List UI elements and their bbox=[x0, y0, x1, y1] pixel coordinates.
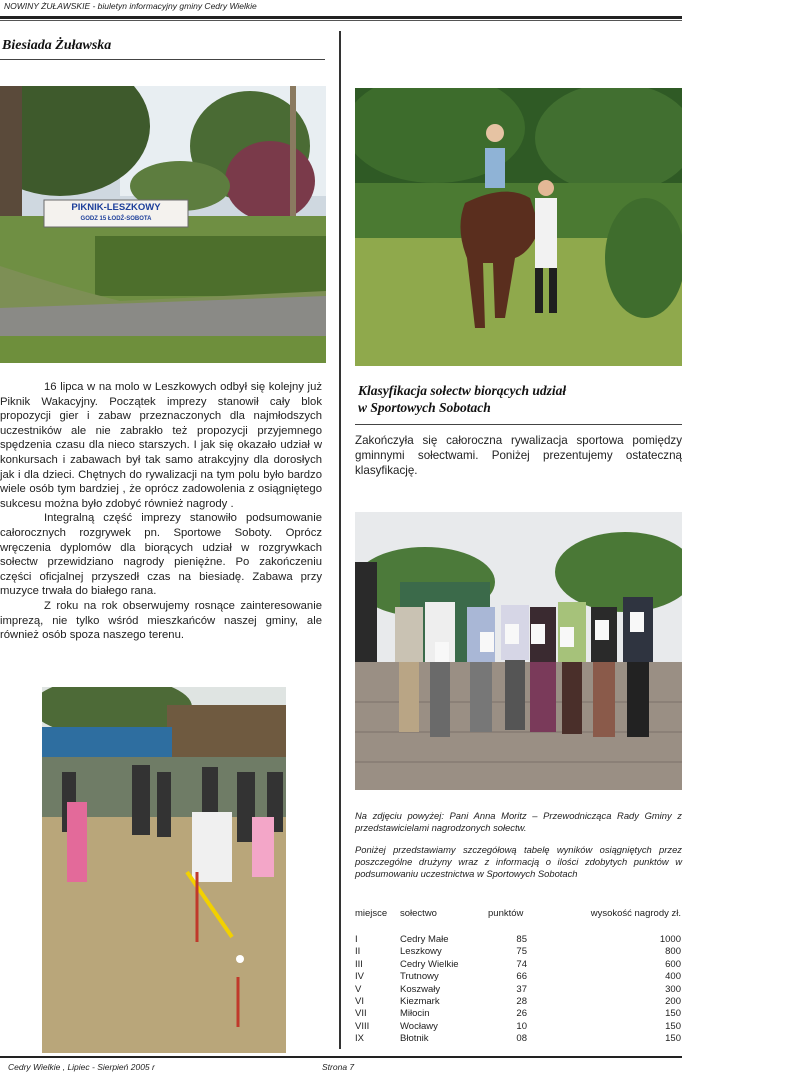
article-title-klasyfikacja bbox=[358, 382, 678, 416]
title-line-2: w Sportowych Sobotach bbox=[358, 400, 491, 415]
column-divider bbox=[339, 31, 341, 1049]
cell-village: Trutnowy bbox=[400, 971, 439, 983]
cell-place: VIII bbox=[355, 1020, 370, 1032]
table-row bbox=[355, 959, 685, 971]
header-rule bbox=[0, 16, 682, 19]
cell-place: II bbox=[355, 946, 361, 958]
cell-place: IX bbox=[355, 1033, 364, 1045]
cell-points: 37 bbox=[516, 983, 527, 995]
photo-group-diplomas bbox=[355, 512, 682, 790]
cell-village: Wocławy bbox=[400, 1020, 438, 1032]
col-header-prize: wysokość nagrody zł. bbox=[590, 908, 681, 919]
article-title-biesiada: Biesiada Żuławska bbox=[2, 38, 112, 53]
table-row bbox=[355, 971, 685, 983]
cell-village: Leszkowy bbox=[400, 946, 442, 958]
cell-prize: 150 bbox=[665, 1008, 681, 1020]
table-header bbox=[355, 908, 685, 934]
footer-rule bbox=[0, 1056, 682, 1058]
cell-prize: 150 bbox=[665, 1020, 681, 1032]
photo-caption bbox=[355, 810, 682, 889]
cell-village: Miłocin bbox=[400, 1008, 430, 1020]
cell-place: I bbox=[355, 934, 358, 945]
cell-points: 26 bbox=[516, 1008, 527, 1020]
cell-points: 10 bbox=[516, 1020, 527, 1032]
header-rule-thin bbox=[0, 20, 682, 21]
results-table bbox=[355, 908, 685, 1046]
title-underline-right bbox=[355, 424, 682, 425]
cell-points: 08 bbox=[516, 1033, 527, 1045]
title-line-1: Klasyfikacja sołectw biorących udział bbox=[358, 383, 567, 398]
cell-place: IV bbox=[355, 971, 364, 983]
cell-place: V bbox=[355, 983, 362, 995]
cell-village: Cedry Małe bbox=[400, 934, 449, 945]
table-row bbox=[355, 1033, 685, 1045]
photo-park-banner bbox=[0, 86, 326, 363]
page-number: Strona 7 bbox=[322, 1062, 355, 1072]
cell-prize: 200 bbox=[665, 995, 681, 1007]
cell-place: VI bbox=[355, 995, 364, 1007]
cell-village: Koszwały bbox=[400, 983, 441, 995]
photo-children-game bbox=[42, 687, 286, 1053]
cell-points: 28 bbox=[516, 995, 527, 1007]
table-row bbox=[355, 996, 685, 1008]
cell-prize: 300 bbox=[665, 983, 681, 995]
table-row bbox=[355, 946, 685, 958]
table-row bbox=[355, 1008, 685, 1020]
photo-horse-rider bbox=[355, 88, 682, 366]
running-header: NOWINY ŻUŁAWSKIE - biuletyn informacyjny gminy Cedry Wielkie bbox=[4, 1, 257, 11]
cell-points: 66 bbox=[516, 971, 527, 983]
table-row bbox=[355, 1021, 685, 1033]
title-underline bbox=[0, 59, 325, 60]
cell-prize: 400 bbox=[665, 971, 681, 983]
banner-text bbox=[46, 203, 186, 224]
col-header-place: miejsce bbox=[355, 908, 388, 919]
col-header-points: punktów bbox=[488, 908, 524, 919]
paragraph-2: Integralną część imprezy stanowiło podsumowanie całorocznych rozgrywek pn. Sportowe Soboty. Oprócz wręczenia dyplomów dla biorących udział w rozgrywkach sołectw przewidziano nagrody pieniężne. Po zakończeniu części oficjalnej przyszedł czas na biesiadę. Zabawa przy muzyce trwała do białego rana. bbox=[0, 512, 322, 598]
cell-points: 85 bbox=[516, 934, 527, 945]
footer-issue: Cedry Wielkie , Lipiec - Sierpień 2005 r bbox=[8, 1062, 155, 1072]
cell-prize: 800 bbox=[665, 946, 681, 958]
caption-table-intro: Poniżej przedstawiamy szczegółową tabelę wyników osiągniętych przez poszczególne drużyny wraz z informacją o ilości zdobytych punktów w podsumowaniu uczestnictwa w Sportowych Sobotach bbox=[355, 843, 682, 880]
paragraph-3: Z roku na rok obserwujemy rosnące zainteresowanie imprezą, nie tylko wśród mieszkańców naszej gminy, ale również osób spoza naszego terenu. bbox=[0, 599, 322, 642]
cell-village: Cedry Wielkie bbox=[400, 958, 459, 970]
paragraph-1: 16 lipca w na molo w Leszkowych odbył się kolejny już Piknik Wakacyjny. Początek imprezy stanowił cały blok propozycji gier i zabaw przeznaczonych dla najmłodszych uczestników ale nie zabrakło też propozycji przyjemnego spędzenia czasu dla nieco starszych. I jak się okazało udział w konkursach i zabawach był tak samo atrakcyjny dla dorosłych jak i dla dzieci. Chętnych do rywalizacji na tym polu było bardzo wiele osób tym bardziej , że oprócz zadowolenia z osiągniętego sukcesu można było zdobyć również nagrody . bbox=[0, 381, 322, 510]
cell-place: III bbox=[355, 958, 363, 970]
banner-line-2: GODZ 15 ŁODŹ-SOBOTA bbox=[80, 216, 152, 222]
cell-village: Błotnik bbox=[400, 1033, 429, 1045]
article-body-biesiada bbox=[0, 380, 322, 643]
banner-line-1: PIKNIK-LESZKOWY bbox=[71, 202, 161, 213]
caption-photo: Na zdjęciu powyżej: Pani Anna Moritz – Przewodnicząca Rady Gminy z przedstawicielami nagrodzonych sołectw. bbox=[355, 810, 682, 834]
col-header-village: sołectwo bbox=[400, 908, 437, 919]
cell-prize: 1000 bbox=[659, 934, 681, 945]
cell-prize: 150 bbox=[665, 1033, 681, 1045]
table-row bbox=[355, 984, 685, 996]
cell-points: 74 bbox=[516, 958, 527, 970]
cell-prize: 600 bbox=[665, 958, 681, 970]
cell-place: VII bbox=[355, 1008, 367, 1020]
cell-village: Kiezmark bbox=[400, 995, 440, 1007]
article-intro: Zakończyła się całoroczna rywalizacja sportowa pomiędzy gminnymi sołectwami. Poniżej prezentujemy ostateczną klasyfikację. bbox=[355, 434, 682, 477]
cell-points: 75 bbox=[516, 946, 527, 958]
table-row bbox=[355, 934, 685, 946]
